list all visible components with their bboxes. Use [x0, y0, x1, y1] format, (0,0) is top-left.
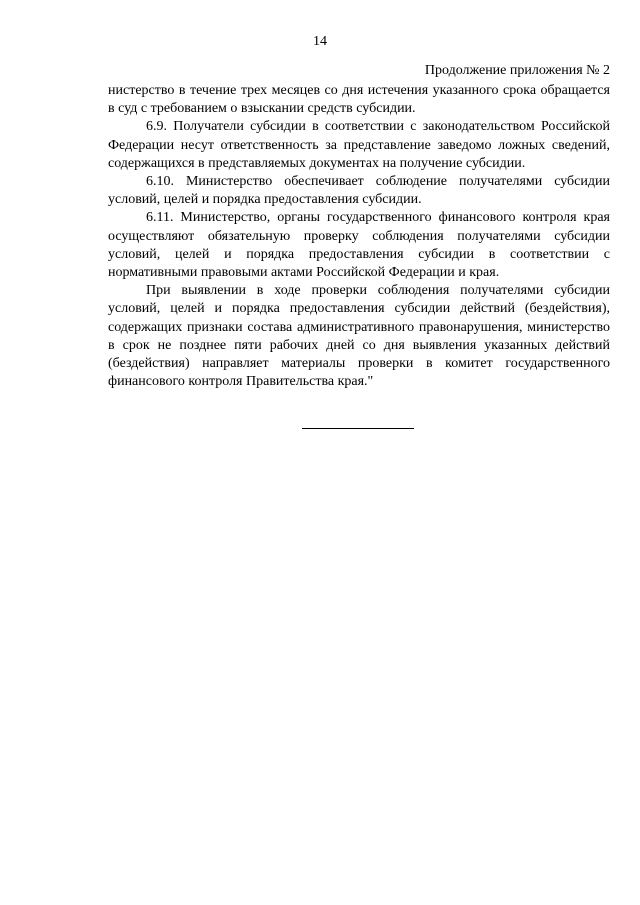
end-of-document-rule — [302, 428, 414, 429]
document-body — [108, 82, 610, 391]
page-number: 14 — [313, 34, 327, 49]
paragraph-6-10: 6.10. Министерство обеспечивает соблюдение получателями субсидии условий, целей и порядка предоставления субсидии. — [108, 174, 610, 208]
appendix-continuation-label: Продолжение приложения № 2 — [424, 63, 610, 78]
paragraph-continued: нистерство в течение трех месяцев со дня истечения указанного срока обращается в суд с требованием о взыскании средств субсидии. — [108, 83, 610, 117]
paragraph-6-9: 6.9. Получатели субсидии в соответствии с законодательством Российской Федерации несут ответственность за представление заведомо ложных сведений, содержащихся в представляемых документах на получение субсидии. — [108, 119, 610, 171]
paragraph-violations: При выявлении в ходе проверки соблюдения получателями субсидии условий, целей и порядка предоставления субсидии действий (бездействия), содержащих признаки состава административного правонарушения, министерство в срок не позднее пяти рабочих дней со дня выявления указанных действий (бездействия) направляет материалы проверки в комитет государственного финансового контроля Правительства края." — [108, 283, 610, 390]
paragraph-6-11: 6.11. Министерство, органы государственного финансового контроля края осуществляют обязательную проверку соблюдения получателями субсидии условий, целей и порядка предоставления субсидии в соответствии с нормативными правовыми актами Российской Федерации и края. — [108, 210, 610, 281]
